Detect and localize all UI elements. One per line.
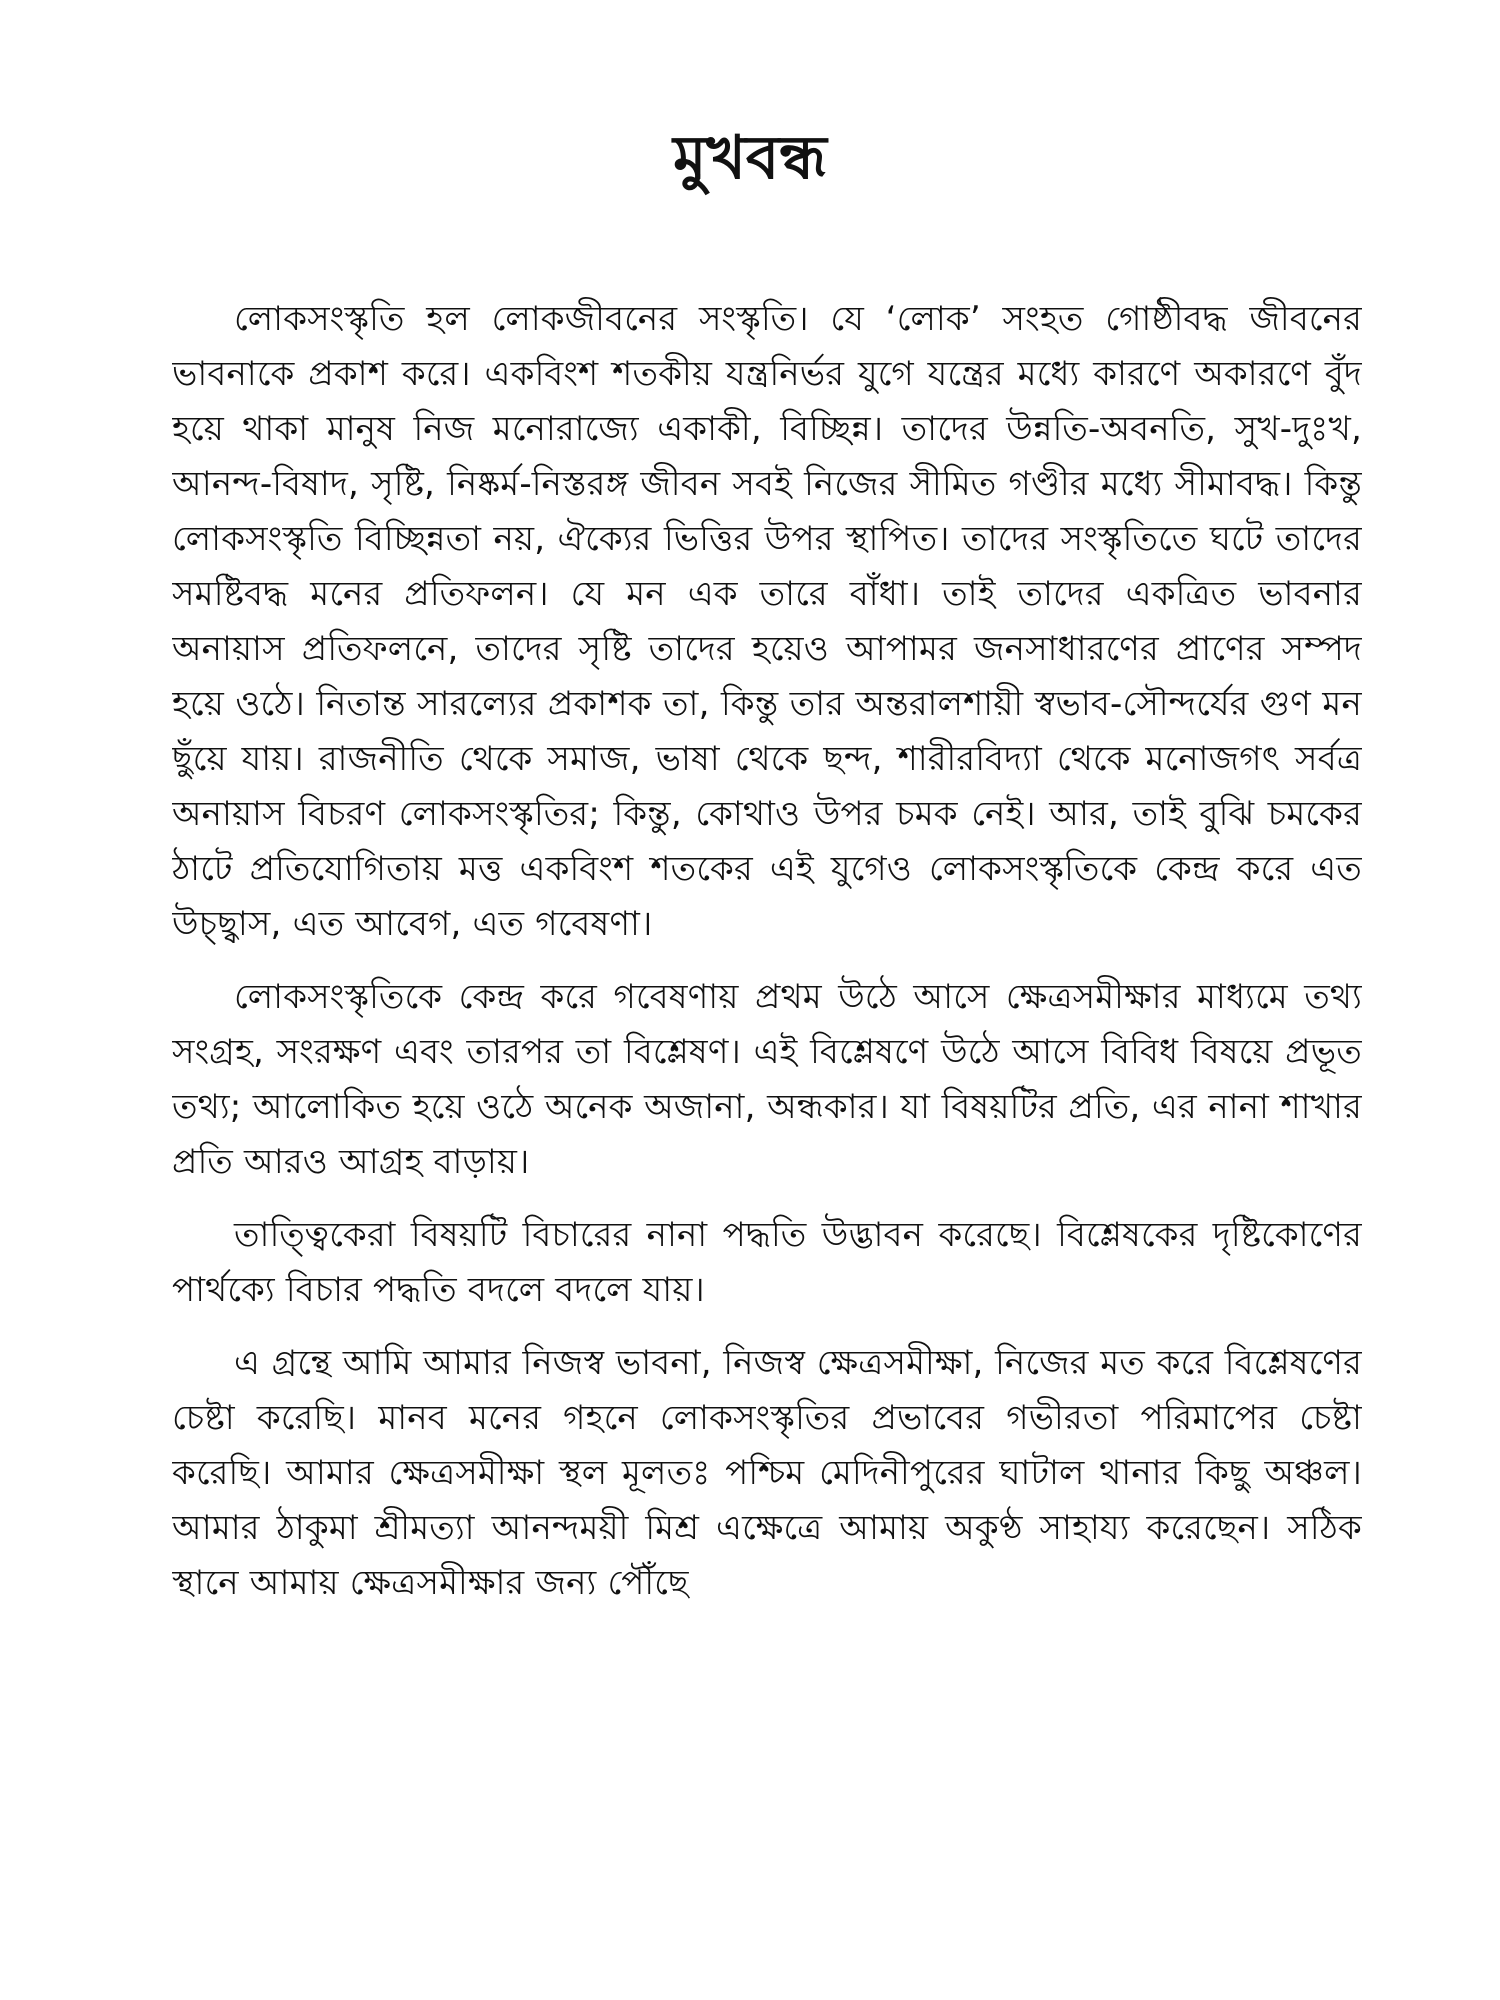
paragraph-3: তাত্ত্বিকেরা বিষয়টি বিচারের নানা পদ্ধতি উদ্ভাবন করেছে। বিশ্লেষকের দৃষ্টিকোণের পার্থক্যে বিচার পদ্ধতি বদলে বদলে যায়। [172, 1215, 1362, 1310]
page-title: মুখবন্ধ [673, 123, 827, 193]
paragraph-1: লোকসংস্কৃতি হল লোকজীবনের সংস্কৃতি। যে ‘লোক’ সংহত গোষ্ঠীবদ্ধ জীবনের ভাবনাকে প্রকাশ করে। একবিংশ শতকীয় যন্ত্রনির্ভর যুগে যন্ত্রের মধ্যে কারণে অকারণে বুঁদ হয়ে থাকা মানুষ নিজ মনোরাজ্যে একাকী, বিচ্ছিন্ন। তাদের উন্নতি-অবনতি, সুখ-দুঃখ, আনন্দ-বিষাদ, সৃষ্টি, নিষ্কর্ম-নিস্তরঙ্গ জীবন সবই নিজের সীমিত গণ্ডীর মধ্যে সীমাবদ্ধ। কিন্তু লোকসংস্কৃতি বিচ্ছিন্নতা নয়, ঐক্যের ভিত্তির উপর স্থাপিত। তাদের সংস্কৃতিতে ঘটে তাদের সমষ্টিবদ্ধ মনের প্রতিফলন। যে মন এক তারে বাঁধা। তাই তাদের একত্রিত ভাবনার অনায়াস প্রতিফলনে, তাদের সৃষ্টি তাদের হয়েও আপামর জনসাধারণের প্রাণের সম্পদ হয়ে ওঠে। নিতান্ত সারল্যের প্রকাশক তা, কিন্তু তার অন্তরালশায়ী স্বভাব-সৌন্দর্যের গুণ মন ছুঁয়ে যায়। রাজনীতি থেকে সমাজ, ভাষা থেকে ছন্দ, শারীরবিদ্যা থেকে মনোজগৎ সর্বত্র অনায়াস বিচরণ লোকসংস্কৃতির; কিন্তু, কোথাও উপর চমক নেই। আর, তাই বুঝি চমকের ঠাটে প্রতিযোগিতায় মত্ত একবিংশ শতকের এই যুগেও লোকসংস্কৃতিকে কেন্দ্র করে এত উচ্ছ্বাস, এত আবেগ, এত গবেষণা। [172, 299, 1362, 944]
paragraph-4: এ গ্রন্থে আমি আমার নিজস্ব ভাবনা, নিজস্ব ক্ষেত্রসমীক্ষা, নিজের মত করে বিশ্লেষণের চেষ্টা করেছি। মানব মনের গহনে লোকসংস্কৃতির প্রভাবের গভীরতা পরিমাপের চেষ্টা করেছি। আমার ক্ষেত্রসমীক্ষা স্থল মূলতঃ পশ্চিম মেদিনীপুরের ঘাটাল থানার কিছু অঞ্চল। আমার ঠাকুমা শ্রীমত্যা আনন্দময়ী মিশ্র এক্ষেত্রে আমায় অকুণ্ঠ সাহায্য করেছেন। সঠিক স্থানে আমায় ক্ষেত্রসমীক্ষার জন্য পৌঁছে [172, 1343, 1362, 1603]
paragraph-2: লোকসংস্কৃতিকে কেন্দ্র করে গবেষণায় প্রথম উঠে আসে ক্ষেত্রসমীক্ষার মাধ্যমে তথ্য সংগ্রহ, সংরক্ষণ এবং তারপর তা বিশ্লেষণ। এই বিশ্লেষণে উঠে আসে বিবিধ বিষয়ে প্রভূত তথ্য; আলোকিত হয়ে ওঠে অনেক অজানা, অন্ধকার। যা বিষয়টির প্রতি, এর নানা শাখার প্রতি আরও আগ্রহ বাড়ায়। [172, 977, 1362, 1182]
preface-body [172, 292, 1362, 1992]
